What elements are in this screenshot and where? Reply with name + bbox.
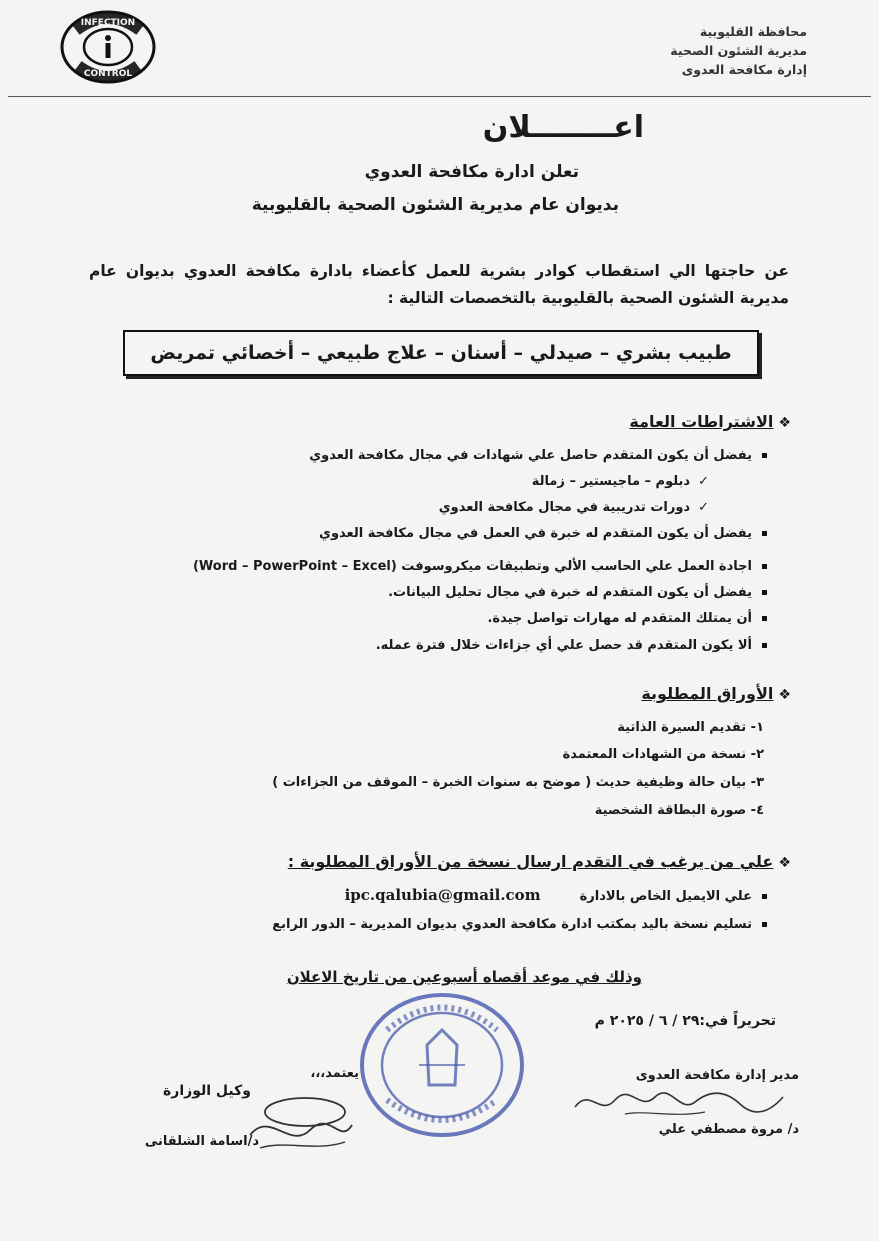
- square-bullet-icon: [762, 616, 767, 621]
- header-line-department: إدارة مكافحة العدوى: [681, 62, 807, 77]
- email-label: علي الايميل الخاص بالادارة: [579, 889, 752, 904]
- header-divider: [8, 96, 871, 97]
- diamond-bullet-icon: ❖: [778, 415, 791, 431]
- email-link[interactable]: ipc.qalubia@gmail.com: [344, 886, 541, 904]
- sub-requirement-item: ✓دبلوم – ماجيستير – زمالة: [531, 474, 709, 489]
- official-stamp: [357, 990, 527, 1140]
- announcement-title: اعــــــــلان: [482, 110, 644, 145]
- requirement-item: ألا يكون المتقدم قد حصل علي أي جزاءات خلال فترة عمله.: [376, 636, 767, 655]
- deputy-signature: [240, 1090, 360, 1160]
- square-bullet-icon: [762, 922, 767, 927]
- sub-requirement-item: ✓دورات تدريبية في مجال مكافحة العدوي: [438, 500, 709, 515]
- deputy-name: د/اسامة الشلقانى: [144, 1134, 259, 1149]
- manager-name: د/ مروة مصطفي علي: [658, 1122, 799, 1137]
- intro-paragraph: عن حاجتها الي استقطاب كوادر بشرية للعمل كأعضاء بادارة مكافحة العدوي بديوان عام مديرية الشئون الصحية بالقليوبية بالتخصصات التالية :: [89, 262, 789, 307]
- square-bullet-icon: [762, 643, 767, 648]
- manager-title: مدير إدارة مكافحة العدوى: [635, 1068, 799, 1083]
- logo-top-text: INFECTION: [80, 18, 136, 28]
- header-line-governorate: محافظة القليوبية: [699, 24, 807, 39]
- subtitle-line-1: تعلن ادارة مكافحة العدوي: [364, 162, 579, 182]
- paper-item: ٣- بيان حالة وظيفية حديث ( موضح به سنوات الخبرة – الموقف من الجزاءات ): [272, 775, 764, 790]
- checkmark-icon: ✓: [698, 474, 709, 489]
- hand-delivery-item: تسليم نسخة باليد بمكتب ادارة مكافحة العدوي بديوان المديرية – الدور الرابع: [272, 915, 767, 934]
- manager-signature: [565, 1082, 790, 1122]
- requirement-item: أن يمتلك المتقدم له مهارات تواصل جيدة.: [487, 609, 767, 628]
- square-bullet-icon: [762, 453, 767, 458]
- square-bullet-icon: [762, 894, 767, 899]
- submission-email-item: [345, 886, 767, 906]
- general-requirements-title: الاشتراطات العامة: [629, 412, 774, 431]
- requirement-item: يفضل أن يكون المتقدم له خبرة في مجال تحليل البيانات.: [388, 583, 767, 602]
- logo-bottom-text: CONTROL: [83, 69, 133, 79]
- header-organization: [670, 22, 807, 79]
- required-papers-title: الأوراق المطلوبة: [641, 684, 774, 703]
- square-bullet-icon: [762, 564, 767, 569]
- diamond-bullet-icon: ❖: [778, 855, 791, 871]
- header-line-directorate: مديرية الشئون الصحية: [670, 43, 807, 58]
- requirement-item: يفضل أن يكون المتقدم له خبرة في العمل في مجال مكافحة العدوي: [319, 524, 767, 543]
- submission-title: علي من يرغب في التقدم ارسال نسخة من الأوراق المطلوبة :: [287, 852, 774, 871]
- infection-control-logo: [58, 8, 158, 86]
- general-requirements-heading: [629, 412, 791, 431]
- paper-item: ٢- نسخة من الشهادات المعتمدة: [562, 747, 764, 762]
- paper-item: ١- تقديم السيرة الذاتية: [617, 720, 764, 735]
- submission-heading: [288, 852, 791, 871]
- issue-date: تحريراً في:٢٩ / ٦ / ٢٠٢٥ م: [594, 1013, 776, 1029]
- requirement-item: يفضل أن يكون المتقدم حاصل علي شهادات في مجال مكافحة العدوي: [309, 446, 767, 465]
- specialties-box: طبيب بشري – صيدلي – أسنان – علاج طبيعي – أخصائي تمريض: [123, 330, 759, 376]
- requirement-item: اجادة العمل علي الحاسب الألي وتطبيقات ميكروسوفت (Word – PowerPoint – Excel): [193, 557, 767, 576]
- square-bullet-icon: [762, 590, 767, 595]
- deadline-note: وذلك في موعد أقصاه أسبوعين من تاريخ الاعلان: [286, 968, 642, 986]
- square-bullet-icon: [762, 531, 767, 536]
- required-papers-heading: [641, 684, 791, 703]
- paper-item: ٤- صورة البطاقة الشخصية: [594, 803, 764, 818]
- diamond-bullet-icon: ❖: [778, 687, 791, 703]
- deputy-title: وكيل الوزارة: [163, 1083, 251, 1099]
- subtitle-line-2: بديوان عام مديرية الشئون الصحية بالقليوبية: [251, 195, 619, 215]
- approved-label: يعتمد،،،: [310, 1066, 359, 1081]
- checkmark-icon: ✓: [698, 500, 709, 515]
